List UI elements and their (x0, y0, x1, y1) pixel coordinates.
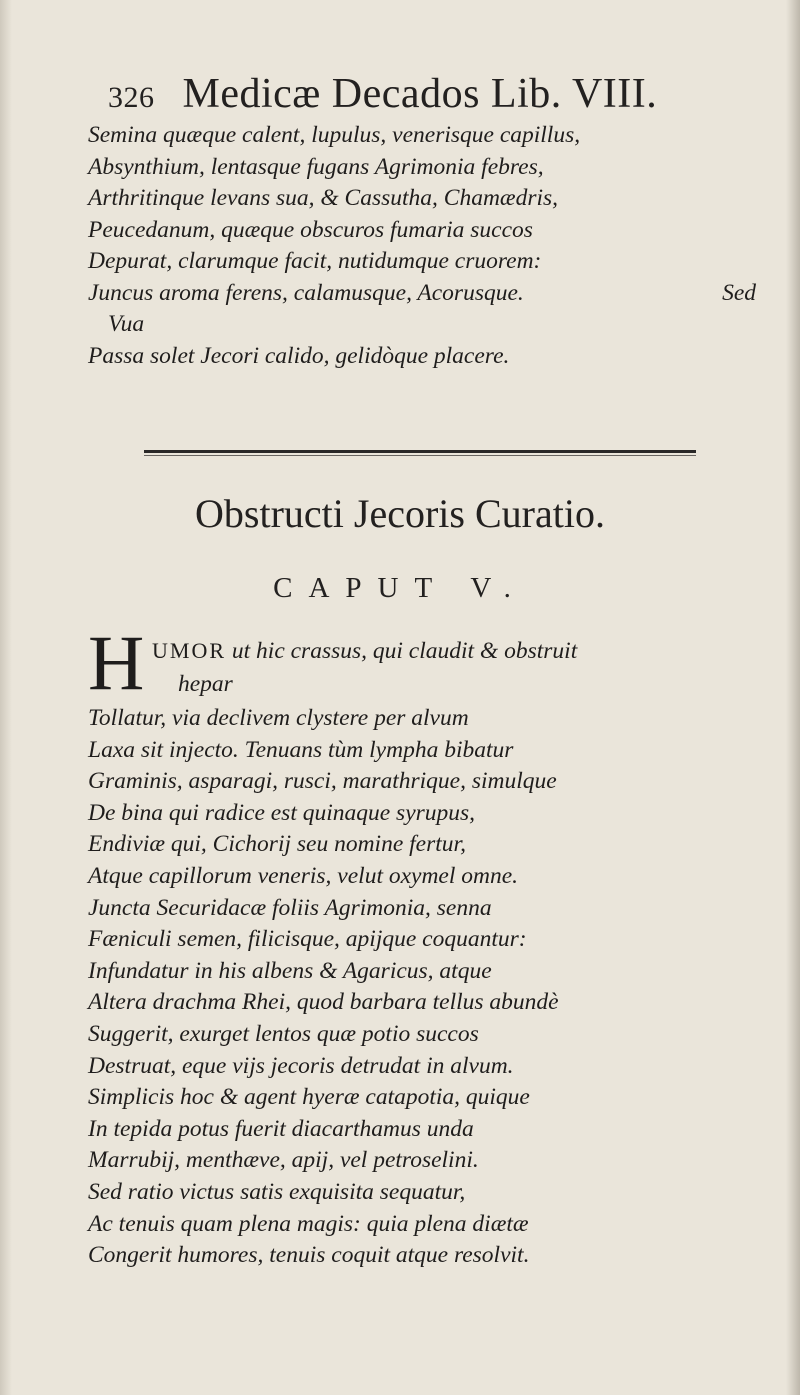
page-number: 326 (108, 81, 155, 114)
opening-line (152, 638, 577, 665)
verse-line: Endiviæ qui, Cichorij seu nomine fertur, (88, 831, 466, 858)
opening-caps: UMOR (152, 638, 227, 663)
verse-body-block (88, 703, 778, 1272)
verse-line: Infundatur in his albens & Agaricus, atque (88, 957, 492, 984)
verse-line: Passa solet Jecori calido, gelidòque placere. (88, 342, 510, 369)
verse-line: Peucedanum, quæque obscuros fumaria succos (88, 216, 533, 243)
chapter-title: Obstructi Jecoris Curatio. (195, 491, 605, 536)
verse-line: Depurat, clarumque facit, nutidumque cruorem: (88, 248, 542, 274)
verse-line: Suggerit, exurget lentos quæ potio succos (88, 1020, 479, 1047)
section-rule-thin (144, 455, 696, 456)
verse-line: Arthritinque levans sua, & Cassutha, Chamædris, (88, 185, 559, 211)
running-head (108, 70, 657, 118)
verse-line: Atque capillorum veneris, velut oxymel omne. (88, 862, 519, 889)
verse-line: Laxa sit injecto. Tenuans tùm lympha bibatur (88, 736, 514, 763)
verse-line: Ac tenuis quam plena magis: quia plena diætæ (88, 1210, 529, 1237)
verse-line: Simplicis hoc & agent hyeræ catapotia, quique (88, 1084, 530, 1111)
opening-continuation: hepar (178, 671, 233, 697)
verse-line: Destruat, eque vijs jecoris detrudat in alvum. (88, 1052, 514, 1079)
verse-line: Vua (108, 311, 145, 337)
verse-line: Altera drachma Rhei, quod barbara tellus abundè (88, 989, 559, 1016)
verse-line: Graminis, asparagi, rusci, marathrique, simulque (88, 768, 557, 795)
verse-line: Fæniculi semen, filicisque, apijque coquantur: (88, 926, 527, 953)
verse-catchword: Sed (722, 279, 756, 306)
opening-text: ut hic crassus, qui claudit & obstruit (231, 638, 578, 664)
verse-top-block (88, 120, 778, 372)
verse-line: Juncus aroma ferens, calamusque, Acorusque. Sed (88, 278, 778, 310)
verse-line: Semina quæque calent, lupulus, venerisque capillus, (88, 122, 581, 148)
chapter-number: CAPUT V. (273, 572, 527, 604)
verse-line: Marrubij, menthæve, apij, vel petroselini. (88, 1147, 479, 1174)
verse-line: Tollatur, via declivem clystere per alvum (88, 705, 469, 731)
section-rule (144, 450, 696, 453)
verse-line: De bina qui radice est quinaque syrupus, (88, 799, 476, 826)
verse-line: In tepida potus fuerit diacarthamus unda (88, 1115, 474, 1142)
page-edge-right (786, 0, 800, 1395)
verse-line: Absynthium, lentasque fugans Agrimonia febres, (88, 153, 544, 180)
verse-line: Congerit humores, tenuis coquit atque resolvit. (88, 1242, 530, 1269)
page-edge-left (0, 0, 12, 1395)
verse-line: Sed ratio victus satis exquisita sequatur, (88, 1178, 466, 1205)
drop-cap: H (88, 619, 145, 706)
verse-line: Juncta Securidacæ foliis Agrimonia, senna (88, 894, 492, 921)
running-title: Medicæ Decados Lib. VIII. (182, 71, 658, 117)
